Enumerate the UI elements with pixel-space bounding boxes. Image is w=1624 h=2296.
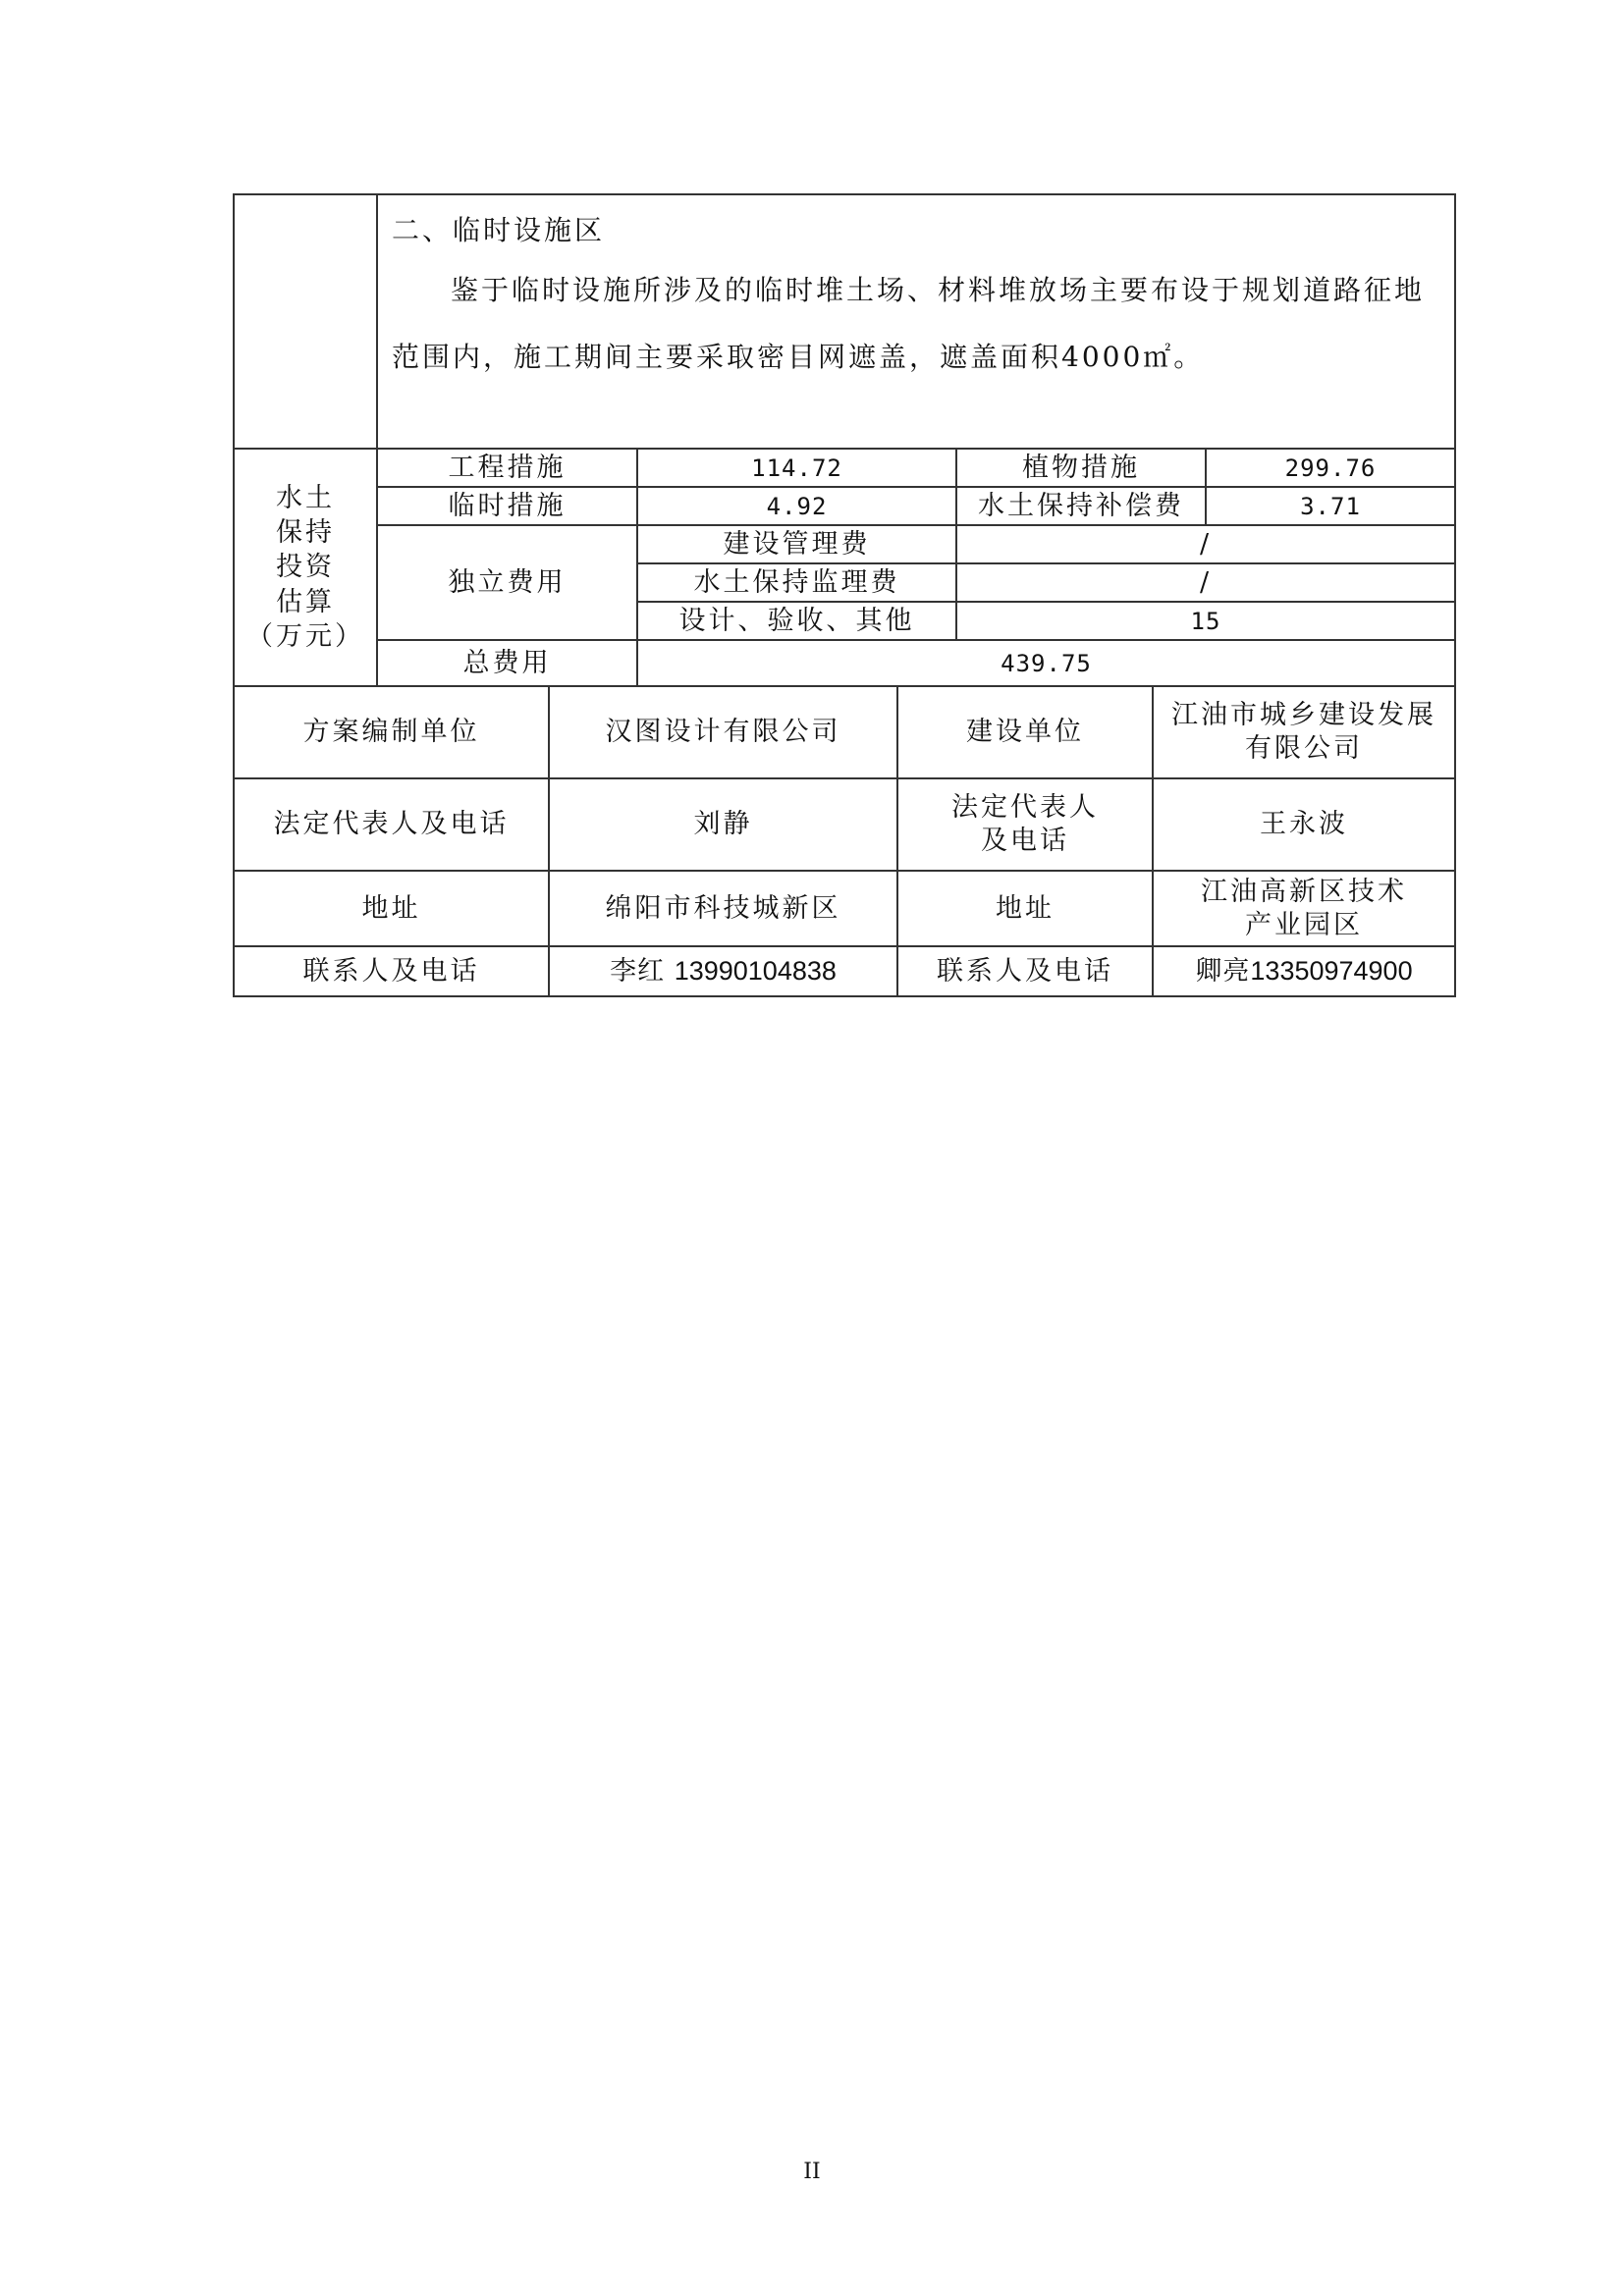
plan-unit-label: 方案编制单位 [234, 686, 549, 778]
supervision-label: 水土保持监理费 [637, 563, 956, 602]
investment-label: 水土 保持 投资 估算 （万元） [234, 449, 377, 686]
plan-unit-value: 汉图设计有限公司 [549, 686, 897, 778]
section-paragraph: 鉴于临时设施所涉及的临时堆土场、材料堆放场主要布设于规划道路征地范围内，施工期间主要采取密目网遮盖，遮盖面积4000㎡。 [392, 274, 1426, 373]
design-value: 15 [956, 602, 1455, 640]
temporary-value: 4.92 [637, 487, 956, 525]
contact-label: 联系人及电话 [234, 946, 549, 996]
engineering-value: 114.72 [637, 449, 956, 487]
legal-rep-value: 刘静 [549, 778, 897, 871]
legal-rep-label: 法定代表人及电话 [234, 778, 549, 871]
construction-mgmt-value: / [956, 525, 1455, 563]
address-label-2: 地址 [897, 871, 1153, 946]
investment-table [233, 193, 1456, 687]
plant-label: 植物措施 [956, 449, 1206, 487]
engineering-label: 工程措施 [377, 449, 637, 487]
temporary-label: 临时措施 [377, 487, 637, 525]
contact-value-2: 卿亮13350974900 [1153, 946, 1455, 996]
section-heading: 二、临时设施区 [392, 214, 606, 246]
design-label: 设计、验收、其他 [637, 602, 956, 640]
legal-rep-value-2: 王永波 [1153, 778, 1455, 871]
build-unit-label: 建设单位 [897, 686, 1153, 778]
construction-mgmt-label: 建设管理费 [637, 525, 956, 563]
total-value: 439.75 [637, 640, 1455, 686]
contact-value: 李红 13990104838 [549, 946, 897, 996]
independent-cost-label: 独立费用 [377, 525, 637, 640]
contact-label-2: 联系人及电话 [897, 946, 1153, 996]
supervision-value: / [956, 563, 1455, 602]
build-unit-value: 江油市城乡建设发展 有限公司 [1153, 686, 1455, 778]
address-label: 地址 [234, 871, 549, 946]
total-label: 总费用 [377, 640, 637, 686]
compensation-value: 3.71 [1206, 487, 1455, 525]
contacts-table [233, 685, 1456, 997]
address-value: 绵阳市科技城新区 [549, 871, 897, 946]
temporary-facility-section [377, 194, 1455, 449]
plant-value: 299.76 [1206, 449, 1455, 487]
compensation-label: 水土保持补偿费 [956, 487, 1206, 525]
address-value-2: 江油高新区技术 产业园区 [1153, 871, 1455, 946]
page-number: II [803, 2160, 821, 2184]
legal-rep-label-2: 法定代表人 及电话 [897, 778, 1153, 871]
blank-cell [234, 194, 377, 449]
